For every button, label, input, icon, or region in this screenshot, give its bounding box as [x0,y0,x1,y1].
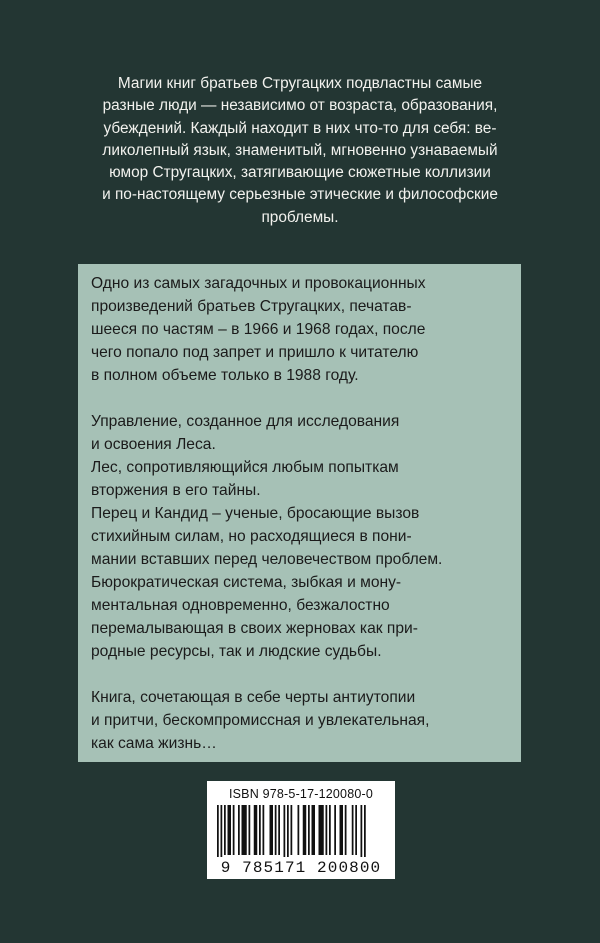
panel-line: стихийным силам, но расходящиеся в пони- [91,528,412,545]
intro-text [72,73,528,229]
panel-line: перемалывающая в своих жерновах как при- [91,620,418,637]
panel-line: ментальная одновременно, безжалостно [91,597,390,614]
panel-line: вторжения в его тайны. [91,482,261,499]
panel-line: Перец и Кандид – ученые, бросающие вызов [91,505,420,522]
panel-line: как сама жизнь… [91,735,217,752]
isbn-barcode [207,781,395,879]
paragraph-gap [91,387,509,410]
panel-line: мании вставших перед человечеством проблем. [91,551,443,568]
intro-line: и по-настоящему серьезные этические и философские [102,186,498,204]
intro-line: ликолепный язык, знаменитый, мгновенно узнаваемый [102,141,498,159]
panel-line: Бюрократическая система, зыбкая и мону- [91,574,402,591]
intro-line: убеждений. Каждый находит в них что-то для себя: ве- [103,119,497,137]
intro-line: юмор Стругацких, затягивающие сюжетные коллизии [109,164,491,182]
panel-line: шееся по частям – в 1966 и 1968 годах, после [91,321,426,338]
panel-line: Управление, созданное для исследования [91,413,400,430]
intro-line: Магии книг братьев Стругацких подвластны самые [117,75,483,92]
barcode-bars [217,805,385,857]
panel-line: произведений братьев Стругацких, печатав- [91,298,412,315]
annotation-panel [78,264,521,762]
panel-line: чего попало под запрет и пришло к читателю [91,344,419,361]
isbn-label: ISBN 978-5-17-120080-0 [228,787,374,801]
intro-line: разные люди — независимо от возраста, образования, [102,97,498,115]
panel-line: Лес, сопротивляющийся любым попыткам [91,459,399,476]
intro-line: проблемы. [261,208,339,226]
panel-line: и притчи, бескомпромиссная и увлекательная, [91,712,430,729]
panel-line: Книга, сочетающая в себе черты антиутопии [91,689,416,706]
paragraph-gap [91,663,509,686]
barcode-digits: 9 785171 200800 [220,859,382,877]
panel-line: родные ресурсы, так и людские судьбы. [91,643,382,660]
panel-line: Одно из самых загадочных и провокационных [91,275,426,292]
panel-line: в полном объеме только в 1988 году. [91,367,359,384]
panel-line: и освоения Леса. [91,436,216,453]
